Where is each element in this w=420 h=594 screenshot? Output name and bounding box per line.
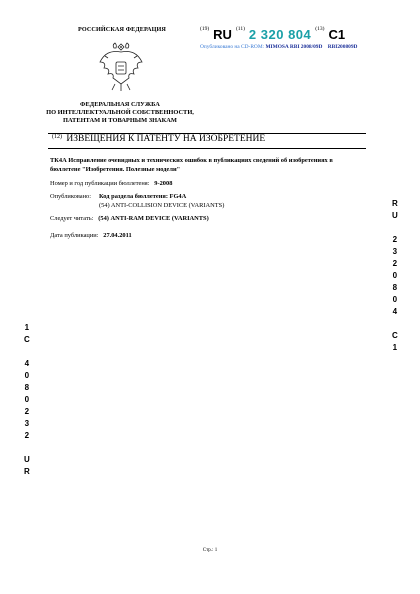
section-code: Код раздела бюллетеня: FG4A	[98, 193, 187, 200]
page-number: Стр.: 1	[202, 548, 218, 553]
side-code-char: 4	[392, 307, 398, 316]
published-title: (54) ANTI-COLLISION DEVICE (VARIANTS)	[98, 201, 225, 209]
side-code-char: 2	[392, 235, 398, 244]
side-code-char: C	[392, 331, 398, 340]
side-code-char: 8	[24, 383, 30, 392]
side-code-char: 3	[24, 419, 30, 428]
inid-code-11: (11)	[235, 26, 245, 32]
bulletin-number-label: Номер и год публикации бюллетеня:	[50, 180, 150, 187]
read-as-label: Следует читать:	[50, 215, 94, 222]
document-title	[52, 134, 265, 144]
publication-number	[200, 26, 345, 44]
side-code-left	[24, 322, 30, 478]
agency-line: ФЕДЕРАЛЬНАЯ СЛУЖБА	[80, 101, 160, 108]
side-code-char: 1	[392, 343, 398, 352]
side-code-char: 2	[24, 407, 30, 416]
agency-line: ПО ИНТЕЛЛЕКТУАЛЬНОЙ СОБСТВЕННОСТИ,	[46, 109, 194, 116]
coat-of-arms-icon	[96, 40, 146, 96]
side-code-char: 2	[24, 431, 30, 440]
notice-line: ТК4А Исправление очевидных и технических ошибок в публикациях сведений об изобретениях в	[50, 157, 333, 164]
document-title-text: ИЗВЕЩЕНИЯ К ПАТЕНТУ НА ИЗОБРЕТЕНИЕ	[66, 134, 266, 144]
side-code-char: 0	[392, 295, 398, 304]
inid-code-12: (12)	[52, 134, 62, 140]
side-code-char: R	[392, 199, 398, 208]
side-code-char: 1	[24, 323, 30, 332]
read-as-title: (54) ANTI-RAM DEVICE (VARIANTS)	[98, 215, 209, 222]
notice-heading	[50, 157, 370, 174]
published-on-cd	[200, 44, 357, 50]
bulletin-number-row	[50, 180, 172, 189]
published-cd-label: Опубликовано на CD-ROM:	[200, 44, 265, 50]
side-code-char: U	[392, 211, 398, 220]
side-code-char: 2	[392, 259, 398, 268]
country-name: РОССИЙСКАЯ ФЕДЕРАЦИЯ	[77, 26, 166, 33]
side-code-char: C	[24, 335, 30, 344]
inid-code-19: (19)	[200, 26, 210, 32]
side-code-char: 0	[24, 371, 30, 380]
patent-number: 2 320 804	[248, 27, 312, 42]
side-code-char: R	[24, 467, 30, 476]
side-code-char: 0	[392, 271, 398, 280]
publication-date-label: Дата публикации:	[50, 232, 99, 239]
agency-name	[40, 101, 200, 125]
publication-date-value: 27.04.2011	[103, 232, 132, 239]
inid-code-13: (13)	[315, 26, 325, 32]
published-row	[50, 193, 224, 210]
published-cd-code-2: RBI200809D	[327, 44, 358, 50]
side-code-char: 3	[392, 247, 398, 256]
side-code-char: 0	[24, 395, 30, 404]
published-cd-code: MIMOSA RBI 2008/09D	[265, 44, 323, 50]
published-label: Опубликовано:	[50, 193, 91, 200]
country-code: RU	[213, 27, 232, 42]
notice-line: бюллетене "Изобретения. Полезные модели"	[50, 165, 181, 173]
bulletin-number-value: 9-2008	[154, 180, 173, 187]
read-as-row	[50, 215, 209, 224]
side-code-char: 8	[392, 283, 398, 292]
side-code-right	[392, 198, 398, 354]
agency-line: ПАТЕНТАМ И ТОВАРНЫМ ЗНАКАМ	[63, 117, 177, 124]
kind-code: C1	[328, 27, 346, 42]
publication-date-row	[50, 232, 132, 241]
side-code-char: 4	[24, 359, 30, 368]
title-divider-bottom	[48, 148, 366, 149]
side-code-char: U	[24, 455, 30, 464]
